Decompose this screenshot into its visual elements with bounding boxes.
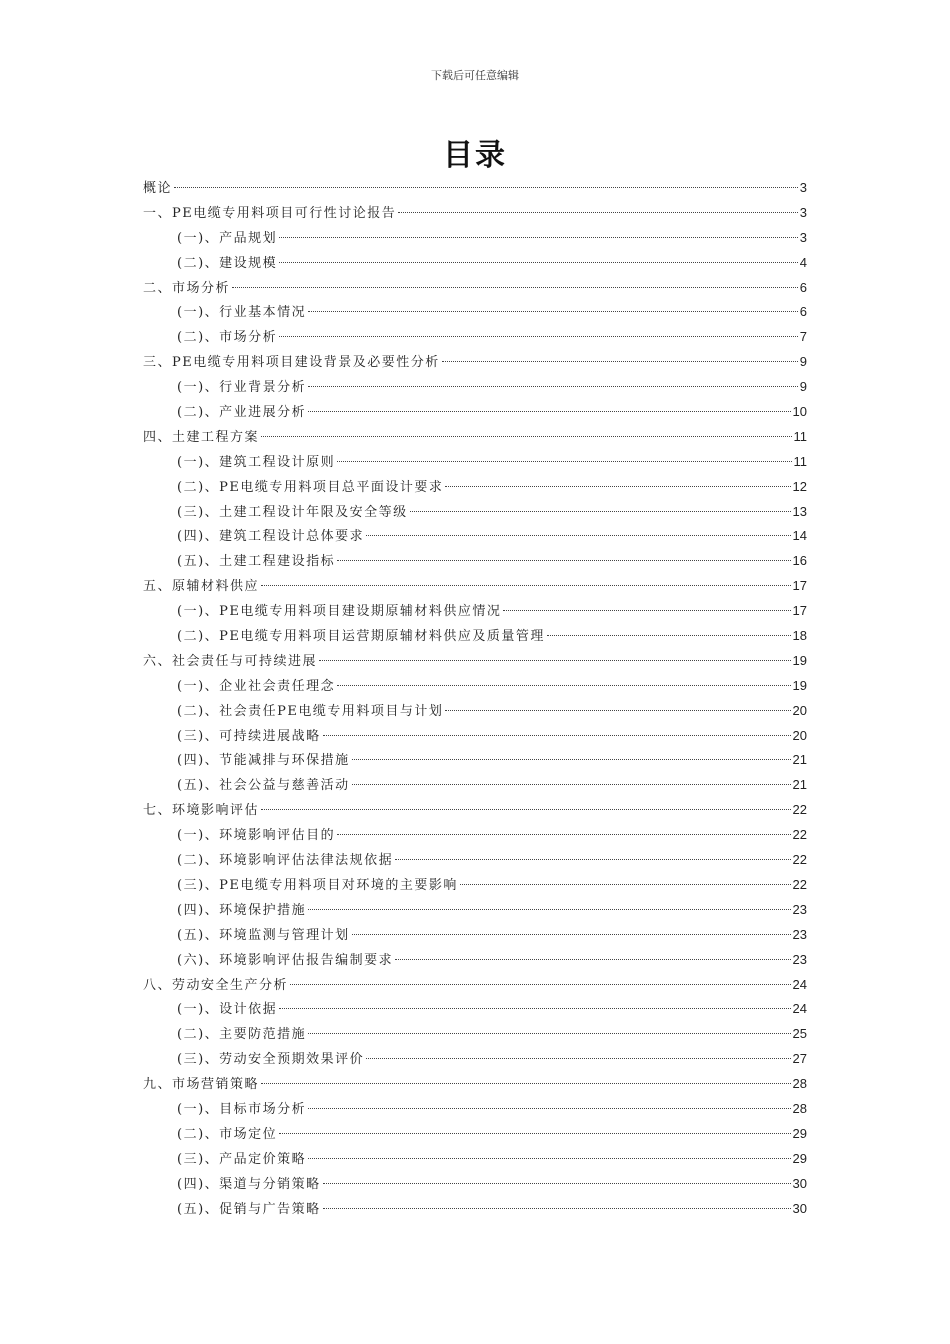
toc-entry-page-number: 27 xyxy=(792,1051,807,1067)
toc-entry-page-number: 20 xyxy=(792,702,807,718)
toc-entry-title: (四)、渠道与分销策略 xyxy=(177,1176,321,1192)
toc-entry-page-number: 9 xyxy=(799,354,807,370)
toc-entry-title: (四)、环境保护措施 xyxy=(177,902,307,918)
dot-leader xyxy=(337,685,790,686)
toc-entry-title: (一)、企业社会责任理念 xyxy=(177,678,336,694)
toc-entry[interactable] xyxy=(143,325,807,350)
dot-leader xyxy=(460,884,791,885)
toc-entry[interactable] xyxy=(143,973,807,998)
dot-leader xyxy=(308,311,798,312)
toc-entry-page-number: 19 xyxy=(792,677,807,693)
toc-entry-title: (一)、PE电缆专用料项目建设期原辅材料供应情况 xyxy=(177,604,502,620)
dot-leader xyxy=(279,1008,790,1009)
toc-entry[interactable] xyxy=(143,176,807,201)
toc-entry-page-number: 22 xyxy=(792,852,807,868)
toc-entry-page-number: 6 xyxy=(799,279,807,295)
toc-entry-title: (三)、土建工程设计年限及安全等级 xyxy=(177,504,408,520)
dot-leader xyxy=(261,436,791,437)
toc-entry-title: 一、PE电缆专用料项目可行性讨论报告 xyxy=(143,205,397,221)
toc-entry-title: (一)、建筑工程设计原则 xyxy=(177,454,336,470)
toc-entry-page-number: 24 xyxy=(792,1001,807,1017)
toc-entry[interactable] xyxy=(143,1197,807,1222)
dot-leader xyxy=(366,1058,790,1059)
toc-entry-page-number: 24 xyxy=(792,976,807,992)
toc-entry[interactable] xyxy=(143,1097,807,1122)
toc-entry[interactable] xyxy=(143,898,807,923)
toc-entry-title: (三)、PE电缆专用料项目对环境的主要影响 xyxy=(177,877,458,893)
toc-entry[interactable] xyxy=(143,1172,807,1197)
toc-entry[interactable] xyxy=(143,300,807,325)
dot-leader xyxy=(323,1183,791,1184)
toc-entry-title: (二)、社会责任PE电缆专用料项目与计划 xyxy=(177,703,444,719)
toc-entry-title: 四、土建工程方案 xyxy=(143,429,260,445)
dot-leader xyxy=(352,934,791,935)
dot-leader xyxy=(232,287,798,288)
dot-leader xyxy=(261,585,791,586)
dot-leader xyxy=(337,461,791,462)
dot-leader xyxy=(308,386,798,387)
toc-entry-title: (五)、土建工程建设指标 xyxy=(177,554,336,570)
toc-entry-page-number: 23 xyxy=(792,951,807,967)
dot-leader xyxy=(279,336,798,337)
dot-leader xyxy=(174,187,798,188)
toc-entry[interactable] xyxy=(143,997,807,1022)
toc-entry-page-number: 4 xyxy=(799,254,807,270)
toc-entry-title: (二)、PE电缆专用料项目总平面设计要求 xyxy=(177,479,444,495)
toc-entry-title: (一)、行业背景分析 xyxy=(177,380,307,396)
dot-leader xyxy=(308,909,790,910)
toc-entry-title: 七、环境影响评估 xyxy=(143,803,260,819)
toc-entry[interactable] xyxy=(143,375,807,400)
toc-entry[interactable] xyxy=(143,276,807,301)
toc-entry-title: (一)、产品规划 xyxy=(177,230,278,246)
toc-entry[interactable] xyxy=(143,350,807,375)
toc-entry-page-number: 19 xyxy=(792,652,807,668)
toc-entry[interactable] xyxy=(143,823,807,848)
toc-entry-page-number: 10 xyxy=(792,404,807,420)
toc-entry-title: (三)、劳动安全预期效果评价 xyxy=(177,1052,365,1068)
toc-entry[interactable] xyxy=(143,251,807,276)
toc-entry[interactable] xyxy=(143,699,807,724)
toc-entry-title: (五)、促销与广告策略 xyxy=(177,1201,321,1217)
toc-entry-page-number: 3 xyxy=(799,180,807,195)
toc-entry-title: (三)、产品定价策略 xyxy=(177,1151,307,1167)
dot-leader xyxy=(261,809,791,810)
dot-leader xyxy=(279,262,798,263)
dot-leader xyxy=(337,834,790,835)
toc-entry-page-number: 28 xyxy=(792,1076,807,1092)
toc-entry-title: 五、原辅材料供应 xyxy=(143,579,260,595)
toc-entry[interactable] xyxy=(143,1022,807,1047)
toc-entry[interactable] xyxy=(143,1122,807,1147)
dot-leader xyxy=(290,984,791,985)
dot-leader xyxy=(308,1033,790,1034)
toc-entry[interactable] xyxy=(143,798,807,823)
toc-entry-page-number: 17 xyxy=(792,578,807,594)
toc-entry[interactable] xyxy=(143,923,807,948)
toc-entry[interactable] xyxy=(143,773,807,798)
toc-entry[interactable] xyxy=(143,1072,807,1097)
toc-entry-page-number: 22 xyxy=(792,876,807,892)
toc-entry[interactable] xyxy=(143,674,807,699)
toc-entry-title: (二)、环境影响评估法律法规依据 xyxy=(177,853,394,869)
dot-leader xyxy=(308,1158,790,1159)
dot-leader xyxy=(352,784,791,785)
toc-entry[interactable] xyxy=(143,748,807,773)
dot-leader xyxy=(323,1208,791,1209)
toc-entry-page-number: 3 xyxy=(799,204,807,220)
toc-entry-title: (二)、产业进展分析 xyxy=(177,405,307,421)
toc-entry-title: 九、市场营销策略 xyxy=(143,1077,260,1093)
dot-leader xyxy=(308,411,790,412)
toc-entry-title: (一)、设计依据 xyxy=(177,1002,278,1018)
toc-entry-title: (二)、市场分析 xyxy=(177,330,278,346)
toc-entry-page-number: 22 xyxy=(792,827,807,843)
toc-entry-page-number: 7 xyxy=(799,329,807,345)
table-of-contents xyxy=(143,176,807,1221)
toc-entry[interactable] xyxy=(143,1147,807,1172)
toc-entry-title: (二)、PE电缆专用料项目运营期原辅材料供应及质量管理 xyxy=(177,629,545,645)
dot-leader xyxy=(279,237,798,238)
toc-entry[interactable] xyxy=(143,948,807,973)
toc-entry[interactable] xyxy=(143,1047,807,1072)
dot-leader xyxy=(395,859,790,860)
toc-entry-title: (三)、可持续进展战略 xyxy=(177,728,321,744)
toc-entry-title: (四)、节能减排与环保措施 xyxy=(177,753,350,769)
dot-leader xyxy=(398,212,798,213)
toc-entry-page-number: 23 xyxy=(792,901,807,917)
toc-entry[interactable] xyxy=(143,624,807,649)
toc-entry-page-number: 6 xyxy=(799,304,807,320)
toc-entry-page-number: 25 xyxy=(792,1026,807,1042)
dot-leader xyxy=(547,635,791,636)
toc-entry[interactable] xyxy=(143,226,807,251)
toc-entry[interactable] xyxy=(143,500,807,525)
toc-entry-page-number: 23 xyxy=(792,926,807,942)
toc-entry[interactable] xyxy=(143,724,807,749)
toc-title: 目录 xyxy=(443,138,507,173)
toc-entry-page-number: 22 xyxy=(792,802,807,818)
toc-entry-page-number: 29 xyxy=(792,1125,807,1141)
toc-entry-title: 三、PE电缆专用料项目建设背景及必要性分析 xyxy=(143,355,440,371)
toc-entry-page-number: 29 xyxy=(792,1150,807,1166)
toc-entry-title: (二)、主要防范措施 xyxy=(177,1027,307,1043)
toc-entry-title: (一)、目标市场分析 xyxy=(177,1101,307,1117)
toc-entry-page-number: 11 xyxy=(793,453,807,469)
toc-entry[interactable] xyxy=(143,450,807,475)
toc-entry-title: (二)、建设规模 xyxy=(177,255,278,271)
toc-entry-page-number: 17 xyxy=(792,603,807,619)
toc-entry[interactable] xyxy=(143,475,807,500)
toc-entry[interactable] xyxy=(143,201,807,226)
toc-entry-page-number: 21 xyxy=(792,777,807,793)
toc-entry-page-number: 20 xyxy=(792,727,807,743)
toc-entry-page-number: 18 xyxy=(792,628,807,644)
toc-entry-page-number: 12 xyxy=(792,478,807,494)
toc-entry-title: 概论 xyxy=(143,181,173,196)
dot-leader xyxy=(410,511,791,512)
toc-entry-page-number: 14 xyxy=(792,528,807,544)
toc-entry[interactable] xyxy=(143,425,807,450)
toc-entry[interactable] xyxy=(143,574,807,599)
dot-leader xyxy=(503,610,790,611)
toc-entry[interactable] xyxy=(143,524,807,549)
toc-entry[interactable] xyxy=(143,848,807,873)
dot-leader xyxy=(395,959,790,960)
toc-entry[interactable] xyxy=(143,549,807,574)
toc-entry-title: (五)、社会公益与慈善活动 xyxy=(177,778,350,794)
toc-entry[interactable] xyxy=(143,649,807,674)
toc-entry-title: (六)、环境影响评估报告编制要求 xyxy=(177,952,394,968)
toc-entry[interactable] xyxy=(143,873,807,898)
toc-entry-title: (一)、行业基本情况 xyxy=(177,305,307,321)
dot-leader xyxy=(279,1133,790,1134)
dot-leader xyxy=(308,1108,790,1109)
dot-leader xyxy=(352,759,791,760)
toc-entry-title: 八、劳动安全生产分析 xyxy=(143,977,289,993)
dot-leader xyxy=(323,735,791,736)
toc-entry-title: 二、市场分析 xyxy=(143,280,231,296)
toc-entry-page-number: 30 xyxy=(792,1200,807,1216)
dot-leader xyxy=(319,660,791,661)
toc-entry-title: 六、社会责任与可持续进展 xyxy=(143,653,318,669)
toc-entry[interactable] xyxy=(143,599,807,624)
toc-entry-title: (二)、市场定位 xyxy=(177,1126,278,1142)
toc-entry-page-number: 9 xyxy=(799,379,807,395)
toc-entry-title: (四)、建筑工程设计总体要求 xyxy=(177,529,365,545)
dot-leader xyxy=(445,710,790,711)
toc-entry-title: (五)、环境监测与管理计划 xyxy=(177,927,350,943)
toc-entry-page-number: 16 xyxy=(792,553,807,569)
toc-entry-page-number: 3 xyxy=(799,229,807,245)
toc-entry-page-number: 28 xyxy=(792,1100,807,1116)
dot-leader xyxy=(366,535,790,536)
toc-entry-title: (一)、环境影响评估目的 xyxy=(177,828,336,844)
dot-leader xyxy=(445,486,790,487)
dot-leader xyxy=(337,560,790,561)
dot-leader xyxy=(261,1083,791,1084)
header-note: 下载后可任意编辑 xyxy=(431,69,519,82)
dot-leader xyxy=(442,361,798,362)
toc-entry-page-number: 30 xyxy=(792,1175,807,1191)
toc-entry-page-number: 13 xyxy=(792,503,807,519)
toc-entry[interactable] xyxy=(143,400,807,425)
toc-entry-page-number: 11 xyxy=(793,428,807,444)
toc-entry-page-number: 21 xyxy=(792,752,807,768)
